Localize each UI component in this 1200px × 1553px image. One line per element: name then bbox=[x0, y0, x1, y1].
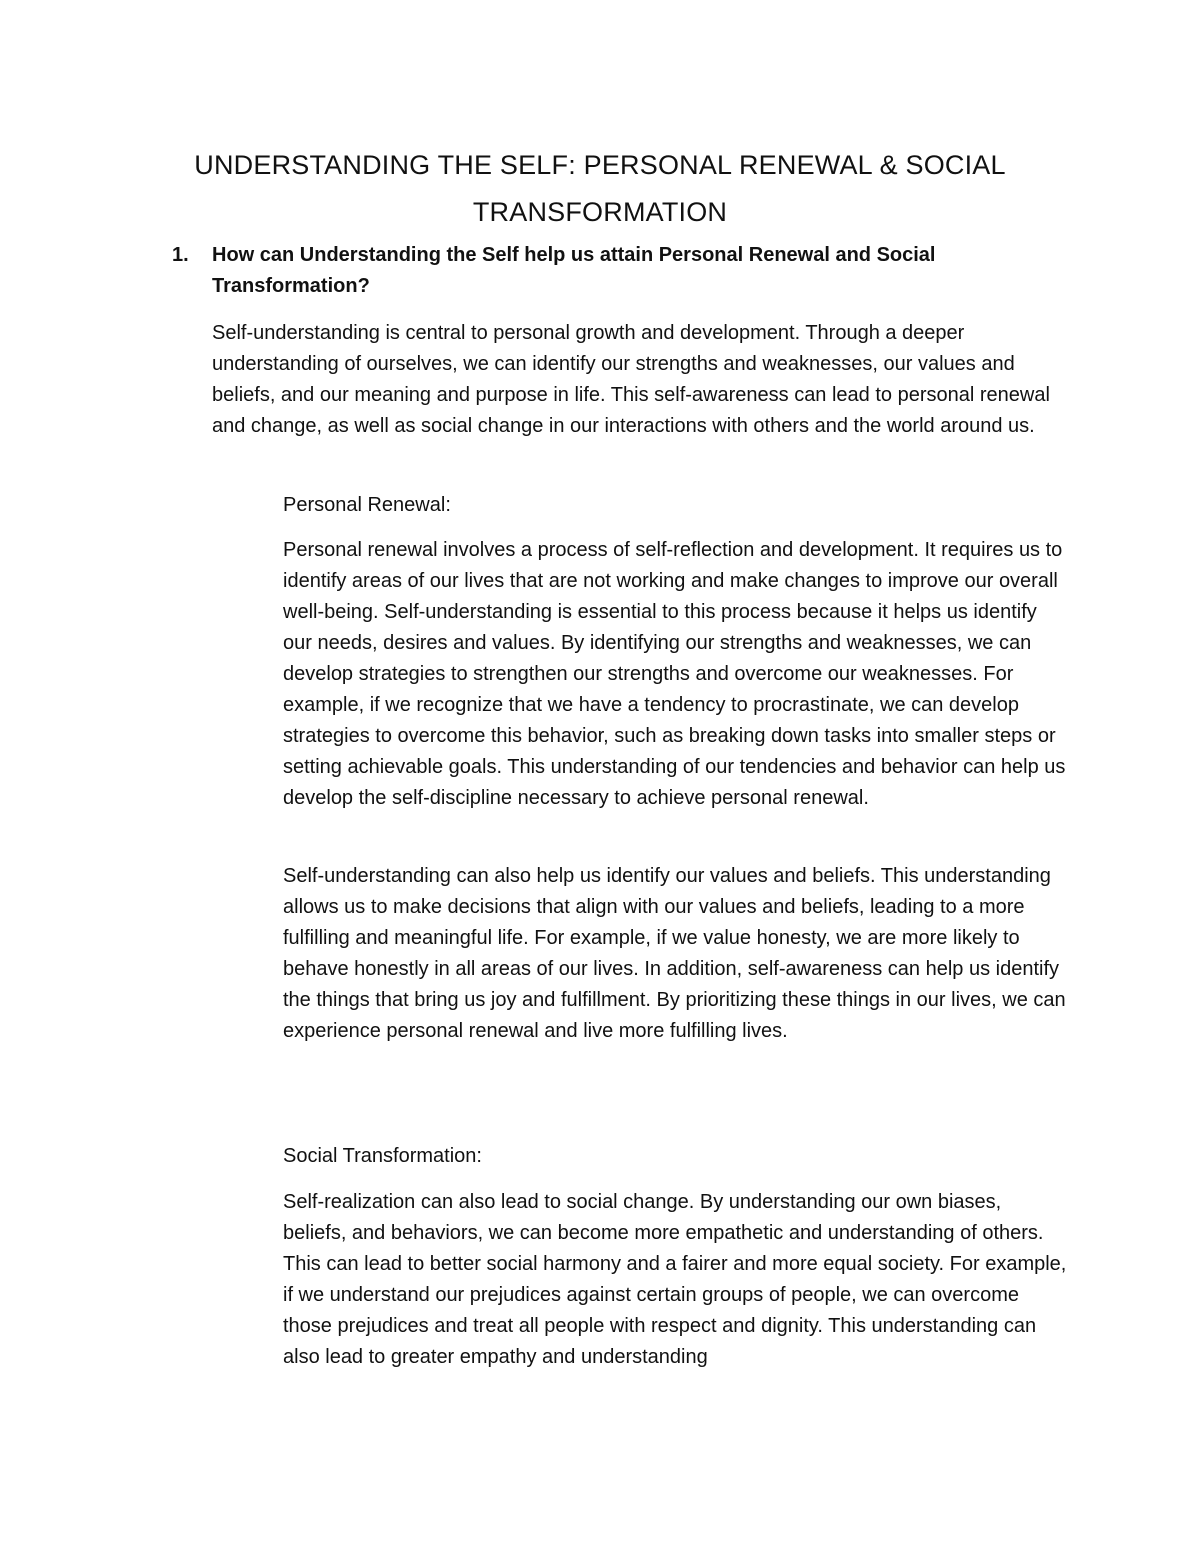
question-text: How can Understanding the Self help us attain Personal Renewal and Social Transformation? bbox=[212, 244, 936, 297]
document-title-line-2: TRANSFORMATION bbox=[472, 197, 728, 227]
intro-paragraph: Self-understanding is central to personal growth and development. Through a deeper understanding of ourselves, we can identify our strengths and weaknesses, our values and beliefs, and our meaning and purpose in life. This self-awareness can lead to personal renewal and change, as well as social change in our interactions with others and the world around us. bbox=[212, 322, 1050, 437]
question-number: 1. bbox=[172, 244, 189, 266]
document-title bbox=[140, 142, 1060, 236]
document-title-line-1: UNDERSTANDING THE SELF: PERSONAL RENEWAL & SOCIAL bbox=[194, 150, 1006, 180]
question-1 bbox=[172, 240, 1052, 302]
personal-renewal-paragraph-2: Self-understanding can also help us identify our values and beliefs. This understanding allows us to make decisions that align with our values and beliefs, leading to a more fulfilling and meaningful life. For example, if we value honesty, we are more likely to behave honestly in all areas of our lives. In addition, self-awareness can help us identify the things that bring us joy and fulfillment. By prioritizing these things in our lives, we can experience personal renewal and live more fulfilling lives. bbox=[283, 865, 1066, 1042]
personal-renewal-paragraph-1: Personal renewal involves a process of self-reflection and development. It requires us to identify areas of our lives that are not working and make changes to improve our overall well-being. Self-understanding is essential to this process because it helps us identify our needs, desires and values. By identifying our strengths and weaknesses, we can develop strategies to strengthen our strengths and overcome our weaknesses. For example, if we recognize that we have a tendency to procrastinate, we can develop strategies to overcome this behavior, such as breaking down tasks into smaller steps or setting achievable goals. This understanding of our tendencies and behavior can help us develop the self-discipline necessary to achieve personal renewal. bbox=[283, 539, 1066, 809]
social-transformation-heading: Social Transformation: bbox=[283, 1145, 482, 1167]
social-transformation-paragraph-1: Self-realization can also lead to social change. By understanding our own biases, beliefs, and behaviors, we can become more empathetic and understanding of others. This can lead to better social harmony and a fairer and more equal society. For example, if we understand our prejudices against certain groups of people, we can overcome those prejudices and treat all people with respect and dignity. This understanding can also lead to greater empathy and understanding bbox=[283, 1191, 1067, 1368]
personal-renewal-heading: Personal Renewal: bbox=[283, 494, 451, 516]
